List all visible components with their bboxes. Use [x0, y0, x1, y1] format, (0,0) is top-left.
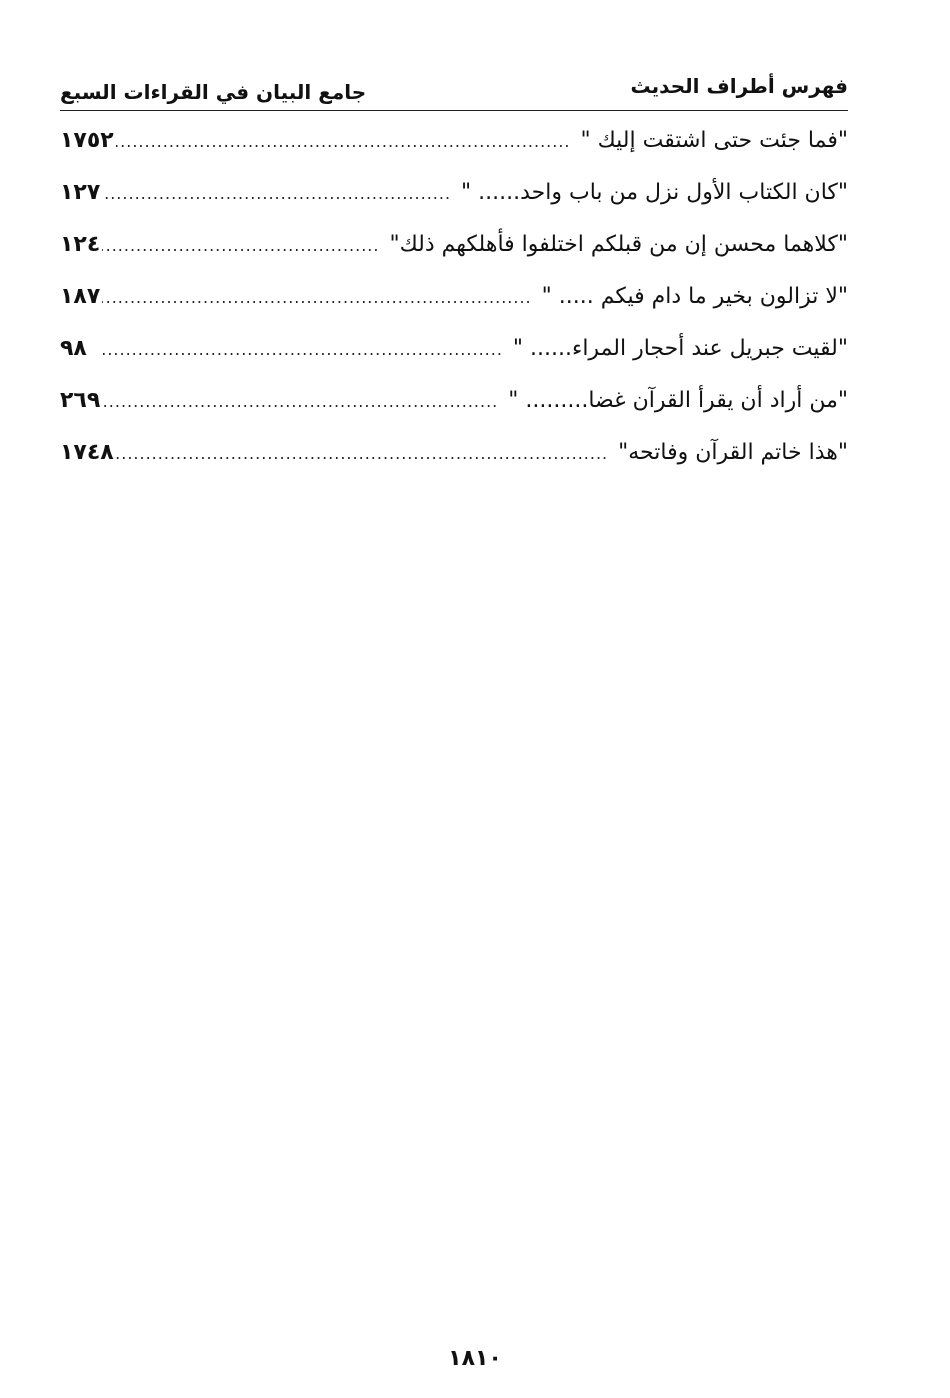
- entry-text: "هذا خاتم القرآن وفاتحه": [618, 440, 848, 465]
- dot-leader: [102, 236, 379, 255]
- header-section-title: فهرس أطراف الحديث: [630, 74, 848, 98]
- index-entry: [60, 388, 848, 440]
- index-entry: [60, 284, 848, 336]
- dot-leader: [102, 288, 531, 307]
- entry-text: "لا تزالون بخير ما دام فيكم ..... ": [541, 284, 848, 309]
- entry-text: "كلاهما محسن إن من قبلكم اختلفوا فأهلكهم ذلك": [389, 232, 848, 257]
- index-entry: [60, 232, 848, 284]
- index-entry: [60, 180, 848, 232]
- entry-page-number: ٩٨: [60, 336, 87, 361]
- entry-page-number: ١٨٧: [60, 284, 101, 309]
- entry-page-number: ١٧٤٨: [60, 440, 114, 465]
- dot-leader: [116, 444, 608, 463]
- index-entry: [60, 336, 848, 388]
- dot-leader: [102, 184, 451, 203]
- entry-page-number: ٢٦٩: [60, 388, 101, 413]
- dot-leader: [102, 392, 498, 411]
- index-entry: [60, 440, 848, 492]
- hadith-index-list: [60, 128, 848, 492]
- entry-page-number: ١٢٤: [60, 232, 101, 257]
- entry-text: "لقيت جبريل عند أحجار المراء...... ": [512, 336, 848, 361]
- page-number: ١٨١٠: [448, 1346, 502, 1371]
- entry-page-number: ١٧٥٢: [60, 128, 114, 153]
- dot-leader: [116, 132, 571, 151]
- running-header: [60, 72, 848, 111]
- entry-text: "فما جئت حتى اشتقت إليك ": [580, 128, 848, 153]
- entry-page-number: ١٢٧: [60, 180, 101, 205]
- dot-leader: [102, 340, 503, 359]
- entry-text: "من أراد أن يقرأ القرآن غضا......... ": [508, 388, 848, 413]
- header-book-title: جامع البيان في القراءات السبع: [60, 80, 367, 104]
- entry-text: "كان الكتاب الأول نزل من باب واحد...... ": [461, 180, 848, 205]
- index-entry: [60, 128, 848, 180]
